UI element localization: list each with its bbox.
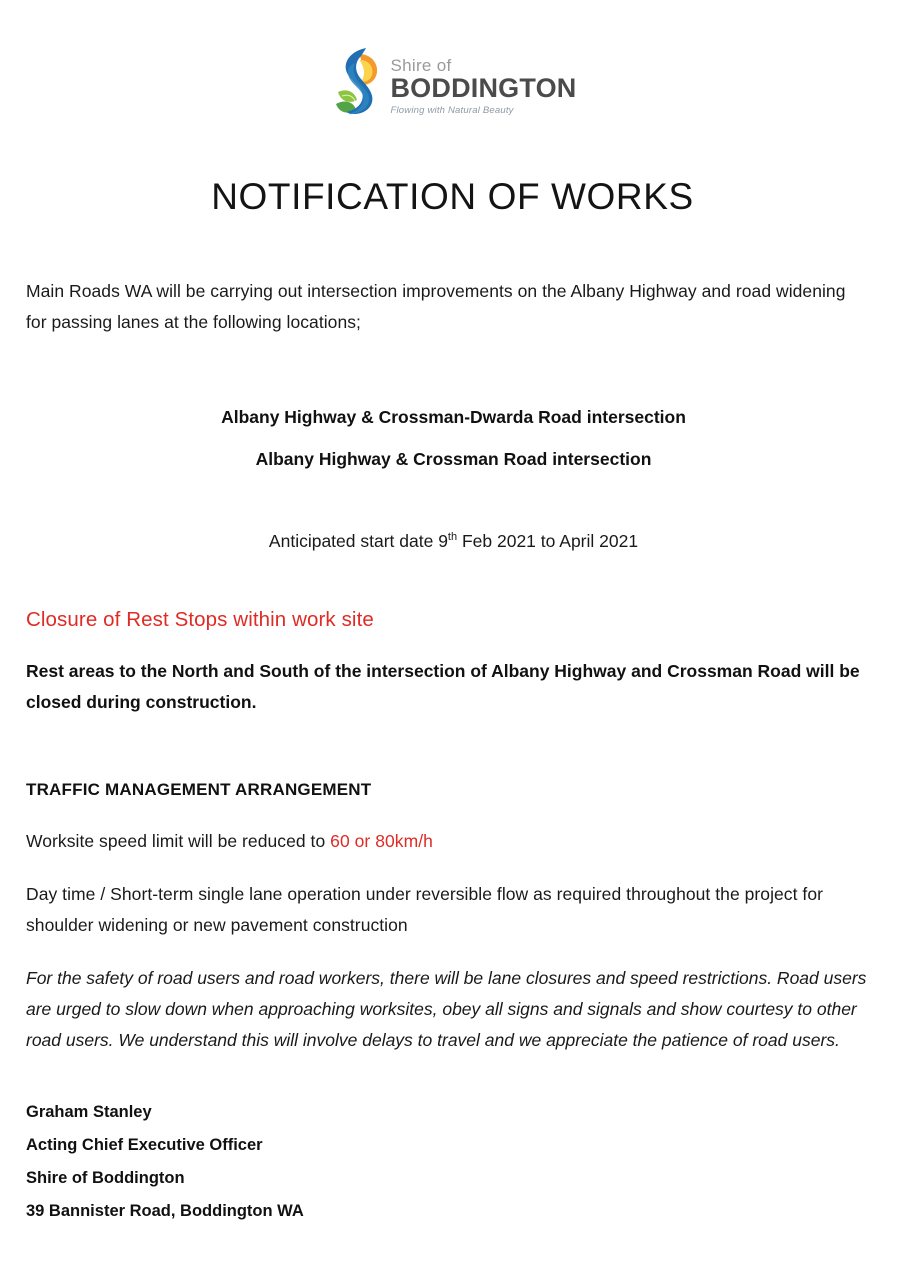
logo-lockup <box>328 44 576 126</box>
logo-tagline: Flowing with Natural Beauty <box>390 104 514 116</box>
locations-list <box>26 396 869 480</box>
signature-block <box>26 1096 869 1228</box>
speed-limit-prefix: Worksite speed limit will be reduced to <box>26 831 331 851</box>
lane-operation-paragraph: Day time / Short-term single lane operation under reversible flow as required throughout the project for shoulder widening or new pavement construction <box>26 884 823 935</box>
intro-paragraph: Main Roads WA will be carrying out intersection improvements on the Albany Highway and road widening for passing lanes at the following locations; <box>26 281 846 332</box>
start-date-line <box>26 526 869 556</box>
page-title: NOTIFICATION OF WORKS <box>211 176 694 217</box>
speed-limit-value: 60 or 80km/h <box>330 831 433 851</box>
rest-stops-heading: Closure of Rest Stops within work site <box>26 608 374 631</box>
start-date-suffix: Feb 2021 to April 2021 <box>457 531 639 551</box>
logo-wordmark <box>390 55 576 115</box>
location-item-1: Albany Highway & Crossman-Dwarda Road intersection <box>221 407 686 427</box>
logo-name: BODDINGTON <box>390 72 577 103</box>
traffic-management-heading: TRAFFIC MANAGEMENT ARRANGEMENT <box>26 780 372 799</box>
safety-note-paragraph: For the safety of road users and road workers, there will be lane closures and speed restrictions. Road users are urged to slow down when approaching worksites, obey all signs and signals and show courtesy to other road users. We understand this will involve delays to travel and we appreciate the patience of road users. <box>26 968 867 1050</box>
signatory-name: Graham Stanley <box>26 1103 152 1121</box>
document-body <box>26 276 869 1228</box>
logo-shire-label: Shire of <box>390 55 452 75</box>
rest-stops-body: Rest areas to the North and South of the intersection of Albany Highway and Crossman Road will be closed during construction. <box>26 661 860 712</box>
signatory-organisation: Shire of Boddington <box>26 1169 185 1187</box>
location-item-2: Albany Highway & Crossman Road intersection <box>255 449 652 469</box>
shire-of-boddington-logo-icon <box>328 44 384 126</box>
speed-limit-line <box>26 826 869 857</box>
start-date-prefix: Anticipated start date 9 <box>268 531 448 551</box>
start-date-ordinal: th <box>447 531 458 544</box>
signatory-address: 39 Bannister Road, Boddington WA <box>26 1202 304 1220</box>
signatory-position: Acting Chief Executive Officer <box>26 1136 263 1154</box>
logo-header <box>0 44 905 126</box>
